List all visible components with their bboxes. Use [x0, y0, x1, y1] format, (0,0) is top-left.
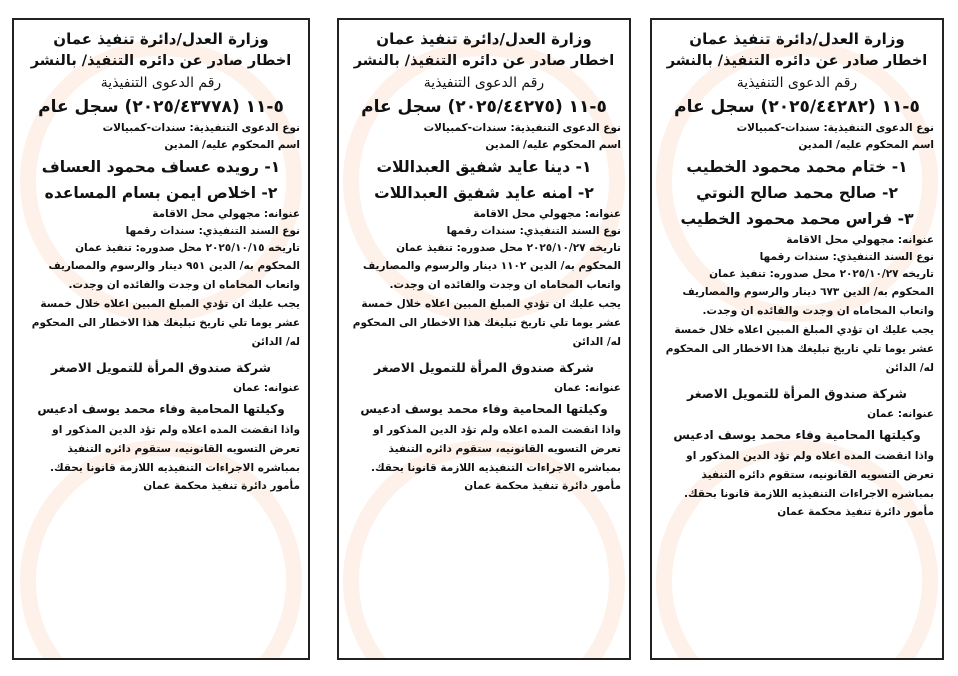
lawyer-name: وكيلتها المحامية وفاء محمد يوسف ادعيس — [37, 402, 285, 416]
debtor-label: اسم المحكوم عليه/ المدين — [798, 139, 934, 151]
ministry-title: وزارة العدل/دائرة تنفيذ عمان — [53, 30, 269, 48]
notice-left — [12, 18, 310, 660]
bond-type: نوع السند التنفيذي: سندات رقمها — [759, 251, 934, 263]
bond-type: نوع السند التنفيذي: سندات رقمها — [446, 225, 621, 237]
publish-notice: اخطار صادر عن دائره التنفيذ/ بالنشر — [666, 53, 928, 69]
case-number: ٥-١١ (٢٠٢٥/٤٤٢٨٢) سجل عام — [674, 97, 920, 117]
warning-text: يجب عليك ان تؤدي المبلغ المبين اعلاه خلال خمسة عشر يوما تلي تاريخ تبليغك هذا الاخطار الى المحكوم له/ الدائن — [31, 298, 300, 348]
creditor-name: شركة صندوق المرأة للتمويل الاصغر — [687, 386, 907, 401]
lawyer-name: وكيلتها المحامية وفاء محمد يوسف ادعيس — [360, 402, 608, 416]
creditor-name: شركة صندوق المرأة للتمويل الاصغر — [374, 360, 594, 375]
case-type: نوع الدعوى التنفيذية: سندات-كمبيالات — [736, 122, 934, 134]
warning-text: يجب عليك ان تؤدي المبلغ المبين اعلاه خلال خمسة عشر يوما تلي تاريخ تبليغك هذا الاخطار الى المحكوم له/ الدائن — [352, 298, 621, 348]
debtor-name: ١- ختام محمد محمود الخطيب — [686, 158, 908, 176]
case-number-label: رقم الدعوى التنفيذية — [100, 75, 222, 91]
officer-signature: مأمور دائرة تنفيذ محكمة عمان — [464, 480, 621, 492]
amount-line: المحكوم به/ الدين ٦٧٣ دينار والرسوم والمصاريف — [682, 286, 934, 298]
consequence-text: واذا انقضت المده اعلاه ولم تؤد الدين المذكور او تعرض التسويه القانونيه، ستقوم دائره التنفيذ بمباشره الاجراءات التنفيذيه اللازمة قانونا بحقك. — [370, 424, 621, 474]
amount-line: المحكوم به/ الدين ٩٥١ دينار والرسوم والمصاريف — [48, 260, 300, 272]
address: عنوانه: مجهولي محل الاقامة — [152, 208, 300, 220]
debtor-name: ٢- صالح محمد صالح النوتي — [696, 184, 898, 202]
officer-signature: مأمور دائرة تنفيذ محكمة عمان — [777, 506, 934, 518]
creditor-address: عنوانه: عمان — [554, 382, 621, 394]
notice-middle — [337, 18, 631, 660]
debtor-name: ٢- امنه عايد شفيق العبداللات — [374, 184, 594, 202]
publish-notice: اخطار صادر عن دائره التنفيذ/ بالنشر — [30, 53, 292, 69]
address: عنوانه: مجهولي محل الاقامة — [786, 234, 934, 246]
debtor-name: ٢- اخلاص ايمن بسام المساعده — [44, 184, 278, 202]
consequence-text: واذا انقضت المده اعلاه ولم تؤد الدين المذكور او تعرض التسويه القانونيه، ستقوم دائره التنفيذ بمباشره الاجراءات التنفيذيه اللازمة قانونا بحقك. — [683, 450, 934, 500]
publish-notice: اخطار صادر عن دائره التنفيذ/ بالنشر — [353, 53, 615, 69]
officer-signature: مأمور دائرة تنفيذ محكمة عمان — [143, 480, 300, 492]
debtor-label: اسم المحكوم عليه/ المدين — [485, 139, 621, 151]
case-type: نوع الدعوى التنفيذية: سندات-كمبيالات — [423, 122, 621, 134]
creditor-name: شركة صندوق المرأة للتمويل الاصغر — [51, 360, 271, 375]
ministry-title: وزارة العدل/دائرة تنفيذ عمان — [689, 30, 905, 48]
lawyer-name: وكيلتها المحامية وفاء محمد يوسف ادعيس — [673, 428, 921, 442]
fees-line: واتعاب المحاماه ان وجدت والفائده ان وجدت. — [389, 279, 621, 291]
debtor-name: ١- رويده عساف محمود العساف — [41, 158, 281, 176]
date-line: تاريخه ٢٠٢٥/١٠/١٥ محل صدوره: تنفيذ عمان — [75, 242, 300, 254]
date-line: تاريخه ٢٠٢٥/١٠/٢٧ محل صدوره: تنفيذ عمان — [396, 242, 621, 254]
case-number-label: رقم الدعوى التنفيذية — [423, 75, 545, 91]
ministry-title: وزارة العدل/دائرة تنفيذ عمان — [376, 30, 592, 48]
case-number: ٥-١١ (٢٠٢٥/٤٣٧٧٨) سجل عام — [38, 97, 284, 117]
creditor-address: عنوانه: عمان — [233, 382, 300, 394]
case-number-label: رقم الدعوى التنفيذية — [736, 75, 858, 91]
debtor-name: ١- دينا عايد شفيق العبداللات — [376, 158, 592, 176]
notice-right — [650, 18, 944, 660]
date-line: تاريخه ٢٠٢٥/١٠/٢٧ محل صدوره: تنفيذ عمان — [709, 268, 934, 280]
fees-line: واتعاب المحاماه ان وجدت والفائده ان وجدت. — [68, 279, 300, 291]
case-number: ٥-١١ (٢٠٢٥/٤٤٢٧٥) سجل عام — [361, 97, 607, 117]
amount-line: المحكوم به/ الدين ١١٠٢ دينار والرسوم والمصاريف — [363, 260, 621, 272]
warning-text: يجب عليك ان تؤدي المبلغ المبين اعلاه خلال خمسة عشر يوما تلي تاريخ تبليغك هذا الاخطار الى المحكوم له/ الدائن — [665, 324, 934, 374]
creditor-address: عنوانه: عمان — [867, 408, 934, 420]
case-type: نوع الدعوى التنفيذية: سندات-كمبيالات — [102, 122, 300, 134]
bond-type: نوع السند التنفيذي: سندات رقمها — [125, 225, 300, 237]
debtor-name: ٣- فراس محمد محمود الخطيب — [680, 210, 914, 228]
consequence-text: واذا انقضت المده اعلاه ولم تؤد الدين المذكور او تعرض التسويه القانونيه، ستقوم دائره التنفيذ بمباشره الاجراءات التنفيذيه اللازمة قانونا بحقك. — [49, 424, 300, 474]
address: عنوانه: مجهولي محل الاقامة — [473, 208, 621, 220]
fees-line: واتعاب المحاماه ان وجدت والفائده ان وجدت. — [702, 305, 934, 317]
debtor-label: اسم المحكوم عليه/ المدين — [164, 139, 300, 151]
